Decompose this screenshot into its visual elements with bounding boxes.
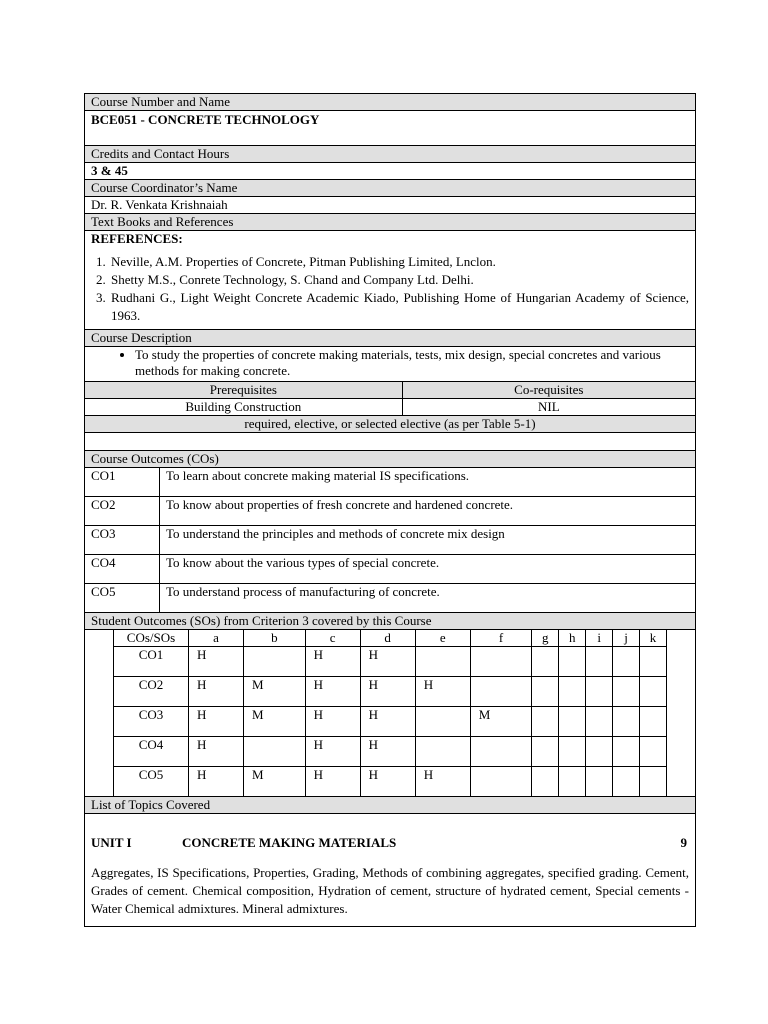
co-text: To understand the principles and methods of concrete mix design [160, 526, 696, 555]
prerequisites-label: Prerequisites [85, 382, 402, 399]
student-outcomes-table [113, 630, 667, 796]
so-header-cell: b [244, 630, 306, 647]
unit-heading [91, 834, 689, 852]
so-row [114, 737, 667, 767]
course-document [84, 93, 696, 927]
so-header-cell: COs/SOs [114, 630, 189, 647]
so-cell: H [305, 707, 360, 737]
so-row [114, 647, 667, 677]
prereq-section [85, 382, 695, 416]
description-text: • To study the properties of concrete making materials, tests, mix design, special concretes and various methods for making concrete. [135, 347, 689, 379]
so-cell [559, 677, 586, 707]
so-cell: H [189, 707, 244, 737]
so-cell [640, 737, 667, 767]
unit-section [85, 814, 695, 926]
unit-hours: 9 [680, 835, 687, 850]
so-cell [586, 737, 613, 767]
co-id: CO2 [85, 497, 160, 526]
so-cell: H [305, 677, 360, 707]
unit-text: Aggregates, IS Specifications, Properties, Grading, Methods of combining aggregates, specified grading. Cement, Grades of cement. Chemical composition, Hydration of cement, structure of hydrated cement, Special cements - Water Chemical admixtures. Mineral admixtures. [91, 865, 689, 916]
so-header-cell: d [360, 630, 415, 647]
so-header-cell: k [640, 630, 667, 647]
so-cell [532, 677, 559, 707]
so-header-row [114, 630, 667, 647]
so-cell: H [305, 767, 360, 797]
course-number-name-label: Course Number and Name [85, 94, 695, 111]
so-cell: M [244, 767, 306, 797]
coordinator-name: Dr. R. Venkata Krishnaiah [85, 197, 695, 214]
reference-item: 1. Neville, A.M. Properties of Concrete, Pitman Publishing Limited, Lnclon. [109, 253, 689, 271]
corequisites-value: NIL [402, 399, 695, 416]
co-text: To know about the various types of special concrete. [160, 555, 696, 584]
so-cell [613, 707, 640, 737]
elective-note: required, elective, or selected elective (as per Table 5-1) [85, 416, 695, 433]
course-number-name: BCE051 - CONCRETE TECHNOLOGY [85, 111, 695, 146]
so-header-cell: g [532, 630, 559, 647]
credits-value: 3 & 45 [85, 163, 695, 180]
unit-number: UNIT I [91, 835, 132, 850]
co-text: To know about properties of fresh concrete and hardened concrete. [160, 497, 696, 526]
so-cell [586, 647, 613, 677]
so-cell: H [189, 737, 244, 767]
so-header-cell: e [415, 630, 470, 647]
so-cell [470, 677, 532, 707]
so-cell: H [305, 647, 360, 677]
so-cell [532, 647, 559, 677]
so-cell [559, 767, 586, 797]
reference-item: 2. Shetty M.S., Conrete Technology, S. Chand and Company Ltd. Delhi. [109, 271, 689, 289]
description-label: Course Description [85, 330, 695, 347]
co-row [85, 584, 695, 613]
co-row [85, 497, 695, 526]
so-row-label: CO1 [114, 647, 189, 677]
so-row-label: CO5 [114, 767, 189, 797]
so-cell [244, 737, 306, 767]
student-outcomes-label: Student Outcomes (SOs) from Criterion 3 covered by this Course [85, 613, 695, 630]
so-row-label: CO3 [114, 707, 189, 737]
co-text: To learn about concrete making material IS specifications. [160, 468, 696, 497]
so-cell: H [360, 647, 415, 677]
coordinator-label: Course Coordinator’s Name [85, 180, 695, 197]
so-cell: H [189, 677, 244, 707]
co-row [85, 468, 695, 497]
so-header-cell: c [305, 630, 360, 647]
so-cell [559, 737, 586, 767]
co-id: CO4 [85, 555, 160, 584]
co-row [85, 555, 695, 584]
prereq-table [85, 382, 695, 415]
blank-row [85, 433, 695, 451]
so-cell: H [360, 737, 415, 767]
so-cell [559, 707, 586, 737]
so-cell [415, 647, 470, 677]
so-cell: H [189, 647, 244, 677]
so-header-cell: i [586, 630, 613, 647]
so-row [114, 767, 667, 797]
so-header-cell: h [559, 630, 586, 647]
so-cell [470, 737, 532, 767]
student-outcomes-section [85, 630, 695, 797]
references-list [91, 253, 689, 325]
so-cell [613, 677, 640, 707]
so-cell: H [360, 707, 415, 737]
so-cell [532, 707, 559, 737]
so-row-label: CO4 [114, 737, 189, 767]
so-cell [415, 737, 470, 767]
so-cell: H [189, 767, 244, 797]
co-id: CO3 [85, 526, 160, 555]
so-row [114, 707, 667, 737]
textbooks-label: Text Books and References [85, 214, 695, 231]
so-cell [586, 707, 613, 737]
so-cell: M [244, 707, 306, 737]
prerequisites-value: Building Construction [85, 399, 402, 416]
so-cell [640, 767, 667, 797]
co-id: CO1 [85, 468, 160, 497]
course-outcomes-label: Course Outcomes (COs) [85, 451, 695, 468]
so-cell [532, 767, 559, 797]
so-cell: M [244, 677, 306, 707]
reference-item: 3. Rudhani G., Light Weight Concrete Academic Kiado, Publishing Home of Hungarian Academy of Science, 1963. [109, 289, 689, 325]
so-cell [244, 647, 306, 677]
course-outcomes-table [85, 468, 695, 612]
credits-label: Credits and Contact Hours [85, 146, 695, 163]
so-cell [613, 737, 640, 767]
so-cell: H [415, 767, 470, 797]
so-cell [640, 647, 667, 677]
so-cell [470, 767, 532, 797]
description-section [85, 347, 695, 382]
so-cell [613, 647, 640, 677]
references-section [85, 231, 695, 330]
so-cell: M [470, 707, 532, 737]
so-row [114, 677, 667, 707]
so-cell [415, 707, 470, 737]
so-header-cell: j [613, 630, 640, 647]
co-row [85, 526, 695, 555]
course-outcomes-section [85, 468, 695, 613]
so-cell [640, 677, 667, 707]
so-cell [640, 707, 667, 737]
co-id: CO5 [85, 584, 160, 613]
so-cell: H [360, 677, 415, 707]
so-cell [586, 767, 613, 797]
so-cell [532, 737, 559, 767]
topics-label: List of Topics Covered [85, 797, 695, 814]
so-cell: H [415, 677, 470, 707]
so-cell [470, 647, 532, 677]
unit-title: CONCRETE MAKING MATERIALS [182, 835, 397, 850]
so-cell [559, 647, 586, 677]
co-text: To understand process of manufacturing of concrete. [160, 584, 696, 613]
so-header-cell: a [189, 630, 244, 647]
references-heading: REFERENCES: [91, 231, 183, 246]
so-cell: H [305, 737, 360, 767]
corequisites-label: Co-requisites [402, 382, 695, 399]
so-cell: H [360, 767, 415, 797]
so-cell [586, 677, 613, 707]
so-cell [613, 767, 640, 797]
so-row-label: CO2 [114, 677, 189, 707]
so-header-cell: f [470, 630, 532, 647]
